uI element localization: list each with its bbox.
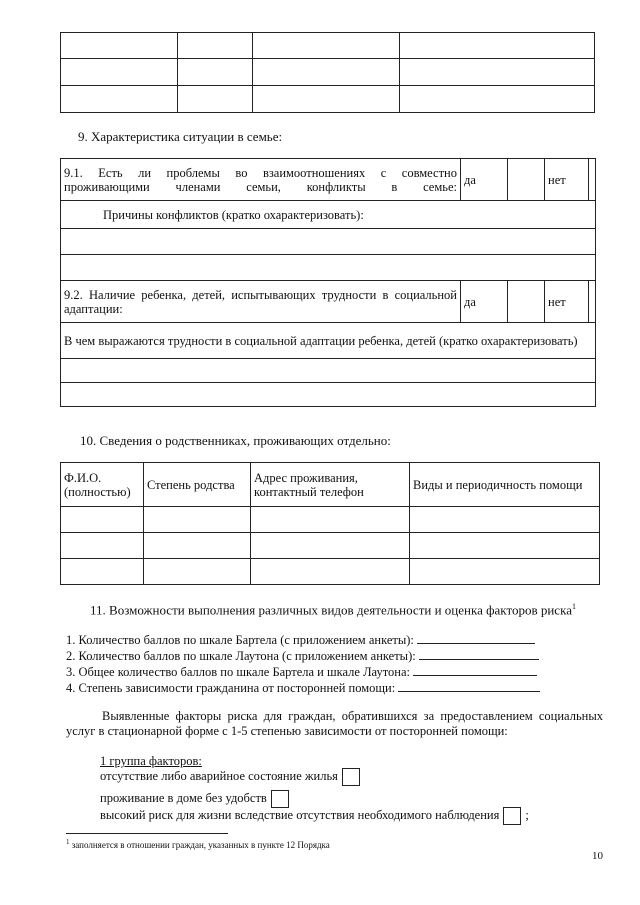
q2-no-cell[interactable] <box>589 281 596 323</box>
total-score-label: 3. Общее количество баллов по шкале Бартела и шкале Лаутона: <box>66 665 410 679</box>
difficulties-label: В чем выражаются трудности в социальной адаптации ребенка, детей (кратко охарактеризовать) <box>61 323 596 359</box>
barthel-score-line <box>66 632 535 648</box>
factor-amenities-label: проживание в доме без удобств <box>100 790 267 805</box>
table-cell[interactable] <box>410 533 600 559</box>
lawton-score-line <box>66 648 539 664</box>
factor-supervision-suffix: ; <box>525 807 529 822</box>
footnote-ref: 1 <box>571 602 576 611</box>
answer-line[interactable] <box>61 359 596 383</box>
footnote <box>66 838 330 850</box>
q2-yes-cell[interactable] <box>508 281 545 323</box>
factor-supervision-label: высокий риск для жизни вследствие отсутствия необходимого наблюдения <box>100 807 500 822</box>
table-cell[interactable] <box>253 33 400 59</box>
table-cell[interactable] <box>251 533 410 559</box>
lawton-score-label: 2. Количество баллов по шкале Лаутона (с приложением анкеты): <box>66 649 416 663</box>
table-cell[interactable] <box>144 533 251 559</box>
dependency-degree-label: 4. Степень зависимости гражданина от посторонней помощи: <box>66 681 396 695</box>
section-11-title-text: 11. Возможности выполнения различных видов деятельности и оценка факторов риска <box>90 602 572 618</box>
table-cell[interactable] <box>253 86 400 113</box>
table-cell[interactable] <box>251 559 410 585</box>
total-score-field[interactable] <box>413 664 537 676</box>
footnote-divider <box>66 833 228 834</box>
conflicts-label: Причины конфликтов (кратко охарактеризовать): <box>61 201 596 229</box>
table-cell[interactable] <box>61 533 144 559</box>
table-cell[interactable] <box>61 559 144 585</box>
table-cell[interactable] <box>400 86 595 113</box>
factor-amenities-checkbox[interactable] <box>271 790 289 808</box>
page-number: 10 <box>592 850 603 862</box>
total-score-line <box>66 664 537 680</box>
question-9-1: 9.1. Есть ли проблемы во взаимоотношениях с совместно проживающими членами семьи, конфликты в семье: <box>61 159 461 201</box>
table-cell[interactable] <box>410 507 600 533</box>
table-cell[interactable] <box>410 559 600 585</box>
family-situation-table <box>60 158 596 407</box>
table-cell[interactable] <box>400 59 595 86</box>
table-cell[interactable] <box>178 33 253 59</box>
header-help: Виды и периодичность помощи <box>410 463 600 507</box>
q2-no-label: нет <box>545 281 589 323</box>
barthel-score-field[interactable] <box>417 632 535 644</box>
table-cell[interactable] <box>144 559 251 585</box>
answer-line[interactable] <box>61 229 596 255</box>
q1-yes-label: да <box>461 159 508 201</box>
table-cell[interactable] <box>251 507 410 533</box>
q1-no-cell[interactable] <box>589 159 596 201</box>
footnote-text: заполняется в отношении граждан, указанных в пункте 12 Порядка <box>71 840 330 850</box>
table-cell[interactable] <box>253 59 400 86</box>
table-cell[interactable] <box>61 59 178 86</box>
table-cell[interactable] <box>400 33 595 59</box>
header-relation: Степень родства <box>144 463 251 507</box>
section-11-title <box>90 602 576 618</box>
barthel-score-label: 1. Количество баллов по шкале Бартела (с приложением анкеты): <box>66 633 414 647</box>
factor-housing-checkbox[interactable] <box>342 768 360 786</box>
table-cell[interactable] <box>178 59 253 86</box>
header-fio: Ф.И.О. (полностью) <box>61 463 144 507</box>
question-9-2: 9.2. Наличие ребенка, детей, испытывающих трудности в социальной адаптации: <box>61 281 461 323</box>
q1-yes-cell[interactable] <box>508 159 545 201</box>
section-10-title: 10. Сведения о родственниках, проживающих отдельно: <box>80 433 391 448</box>
header-address: Адрес проживания, контактный телефон <box>251 463 410 507</box>
q1-no-label: нет <box>545 159 589 201</box>
top-table <box>60 32 595 113</box>
group-1-title: 1 группа факторов: <box>100 754 202 768</box>
section-9-title: 9. Характеристика ситуации в семье: <box>78 129 283 144</box>
dependency-degree-line <box>66 680 540 696</box>
table-cell[interactable] <box>61 33 178 59</box>
table-cell[interactable] <box>61 86 178 113</box>
dependency-degree-field[interactable] <box>398 680 540 692</box>
table-cell[interactable] <box>144 507 251 533</box>
relatives-table <box>60 462 600 585</box>
factor-supervision-checkbox[interactable] <box>503 807 521 825</box>
lawton-score-field[interactable] <box>419 648 539 660</box>
answer-line[interactable] <box>61 255 596 281</box>
factor-housing-label: отсутствие либо аварийное состояние жилья <box>100 768 338 783</box>
q2-yes-label: да <box>461 281 508 323</box>
table-cell[interactable] <box>61 507 144 533</box>
table-cell[interactable] <box>178 86 253 113</box>
factor-housing-row <box>100 768 360 786</box>
factor-supervision-row <box>100 807 529 825</box>
risk-intro: Выявленные факторы риска для граждан, обратившихся за предоставлением социальных услуг в стационарной форме с 1-5 степенью зависимости от посторонней помощи: <box>66 709 603 738</box>
footnote-mark: 1 <box>66 838 70 846</box>
answer-line[interactable] <box>61 383 596 407</box>
factor-amenities-row <box>100 790 289 808</box>
